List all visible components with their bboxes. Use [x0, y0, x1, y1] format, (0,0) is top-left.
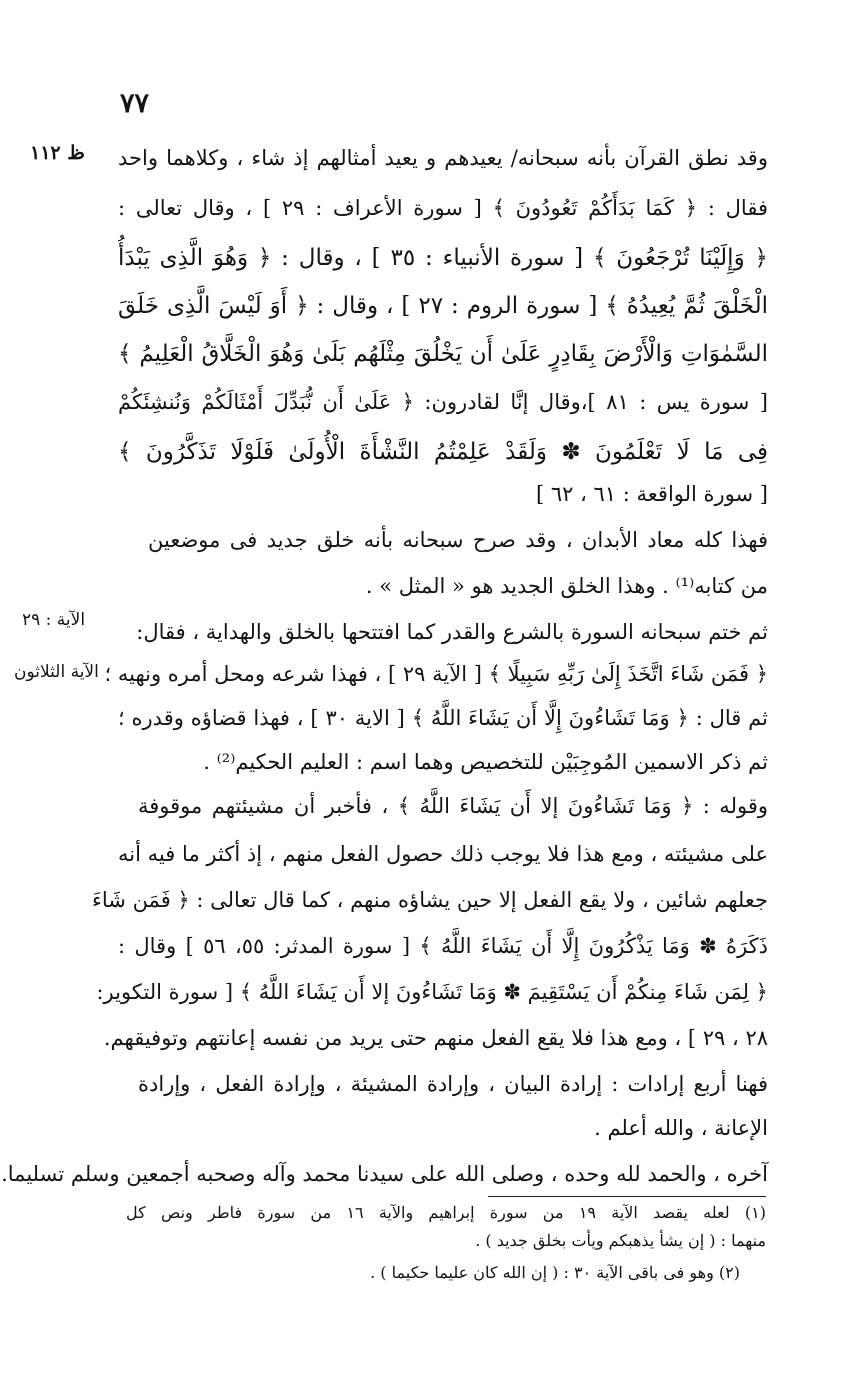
colophon-line: آخره ، والحمد لله وحده ، وصلى الله على سيدنا محمد وآله وصحبه أجمعين وسلم تسليما. — [1, 1162, 768, 1186]
text-line: فِى مَا لَا تَعْلَمُونَ ✽ وَلَقَدْ عَلِمْتُمُ النَّشْأَةَ الْأُولَىٰ فَلَوْلَا تَذَكَّرُونَ ﴾ — [118, 439, 768, 465]
text-line: الْخَلْقَ ثُمَّ يُعِيدُهُ ﴾ [ سورة الروم : ٢٧ ] ، وقال : ﴿ أَوَ لَيْسَ الَّذِى خَلَقَ — [118, 293, 768, 319]
footnote-divider — [488, 1196, 766, 1197]
text-line: [ سورة يس : ٨١ ]،وقال إنَّا لقادرون: ﴿ عَلَىٰ أَن نُّبَدِّلَ أَمْثَالَكُمْ وَنُنشِئَكُمْ — [118, 390, 768, 414]
text-line: ثم ختم سبحانه السورة بالشرع والقدر كما افتتحها بالخلق والهداية ، فقال: — [136, 620, 768, 644]
footnote-1-line-1: (١) لعله يقصد الآية ١٩ من سورة إبراهيم والآية ١٦ من سورة فاطر ونص كل — [126, 1203, 766, 1222]
text-line: الإعانة ، والله أعلم . — [594, 1116, 768, 1140]
page-number: ٧٧ — [120, 88, 150, 119]
text-line: ﴿ فَمَن شَاءَ اتَّخَذَ إِلَىٰ رَبِّهِ سَبِيلًا ﴾ [ الآية ٢٩ ] ، فهذا شرعه ومحل أمره ونهيه ؛ — [104, 662, 768, 686]
text-line: ثم ذكر الاسمين المُوجِبَيْن للتخصيص وهما اسم : العليم الحكيم⁽²⁾ . — [203, 750, 768, 774]
margin-note-verse-30: الآية الثلاثون — [14, 662, 99, 682]
text-line: ﴿ لِمَن شَاءَ مِنكُمْ أَن يَسْتَقِيمَ ✽ وَمَا تَشَاءُونَ إلا أَن يَشَاءَ اللَّهُ ﴾ [ سورة التكوير: — [96, 980, 768, 1004]
footnote-2: (٢) وهو فى باقى الآية ٣٠ : ( إن الله كان عليما حكيما ) . — [370, 1263, 740, 1282]
text-line: جعلهم شائين ، ولا يقع الفعل إلا حين يشاؤه منهم ، كما قال تعالى : ﴿ فَمَن شَاءَ — [92, 888, 768, 912]
text-line: وقد نطق القرآن بأنه سبحانه/ يعيدهم و يعيد أمثالهم إذ شاء ، وكلاهما واحد — [118, 146, 768, 170]
folio-marker: ظ ١١٢ — [30, 142, 85, 164]
text-line: فقال : ﴿ كَمَا بَدَأَكُمْ تَعُودُونَ ﴾ [ سورة الأعراف : ٢٩ ] ، وقال تعالى : — [118, 196, 768, 220]
text-line: ثم قال : ﴿ وَمَا تَشَاءُونَ إِلَّا أَن يَشَاءَ اللَّهُ ﴾ [ الاية ٣٠ ] ، فهذا قضاؤه وقدره ؛ — [118, 706, 768, 730]
text-line: على مشيئته ، ومع هذا فلا يوجب ذلك حصول الفعل منهم ، إذ أكثر ما فيه أنه — [118, 842, 768, 866]
text-line: من كتابه⁽¹⁾ . وهذا الخلق الجديد هو « المثل » . — [365, 574, 768, 598]
text-line: السَّمٰوَاتِ وَالْأَرْضَ بِقَادِرٍ عَلَىٰ أَن يَخْلُقَ مِثْلَهُم بَلَىٰ وَهُوَ الْخَلَّاقُ الْعَلِيمُ ﴾ — [118, 341, 768, 367]
text-line: [ سورة الواقعة : ٦١ ، ٦٢ ] — [535, 482, 768, 506]
text-line: فهنا أربع إرادات : إرادة البيان ، وإرادة المشيئة ، وإرادة الفعل ، وإرادة — [138, 1072, 768, 1096]
text-line: ٢٨ ، ٢٩ ] ، ومع هذا فلا يقع الفعل منهم حتى يريد من نفسه إعانتهم وتوفيقهم. — [103, 1026, 768, 1050]
text-line: ذَكَرَهُ ✽ وَمَا يَذْكُرُونَ إِلَّا أَن يَشَاءَ اللَّهُ ﴾ [ سورة المدثر: ٥٥، ٥٦ ] وقال : — [118, 934, 768, 958]
text-line: وقوله : ﴿ وَمَا تَشَاءُونَ إلا أَن يَشَاءَ اللَّهُ ﴾ ، فأخبر أن مشيئتهم موقوفة — [138, 794, 768, 818]
margin-note-verse-29: الآية : ٢٩ — [22, 610, 86, 630]
text-line: ﴿ وَإِلَيْنَا تُرْجَعُونَ ﴾ [ سورة الأنبياء : ٣٥ ] ، وقال : ﴿ وَهُوَ الَّذِى يَبْدَأُ — [118, 245, 768, 271]
footnote-1-line-2: منهما : ( إن يشأ يذهبكم ويأت بخلق جديد ) . — [475, 1231, 766, 1250]
text-line: فهذا كله معاد الأبدان ، وقد صرح سبحانه بأنه خلق جديد فى موضعين — [148, 528, 768, 552]
